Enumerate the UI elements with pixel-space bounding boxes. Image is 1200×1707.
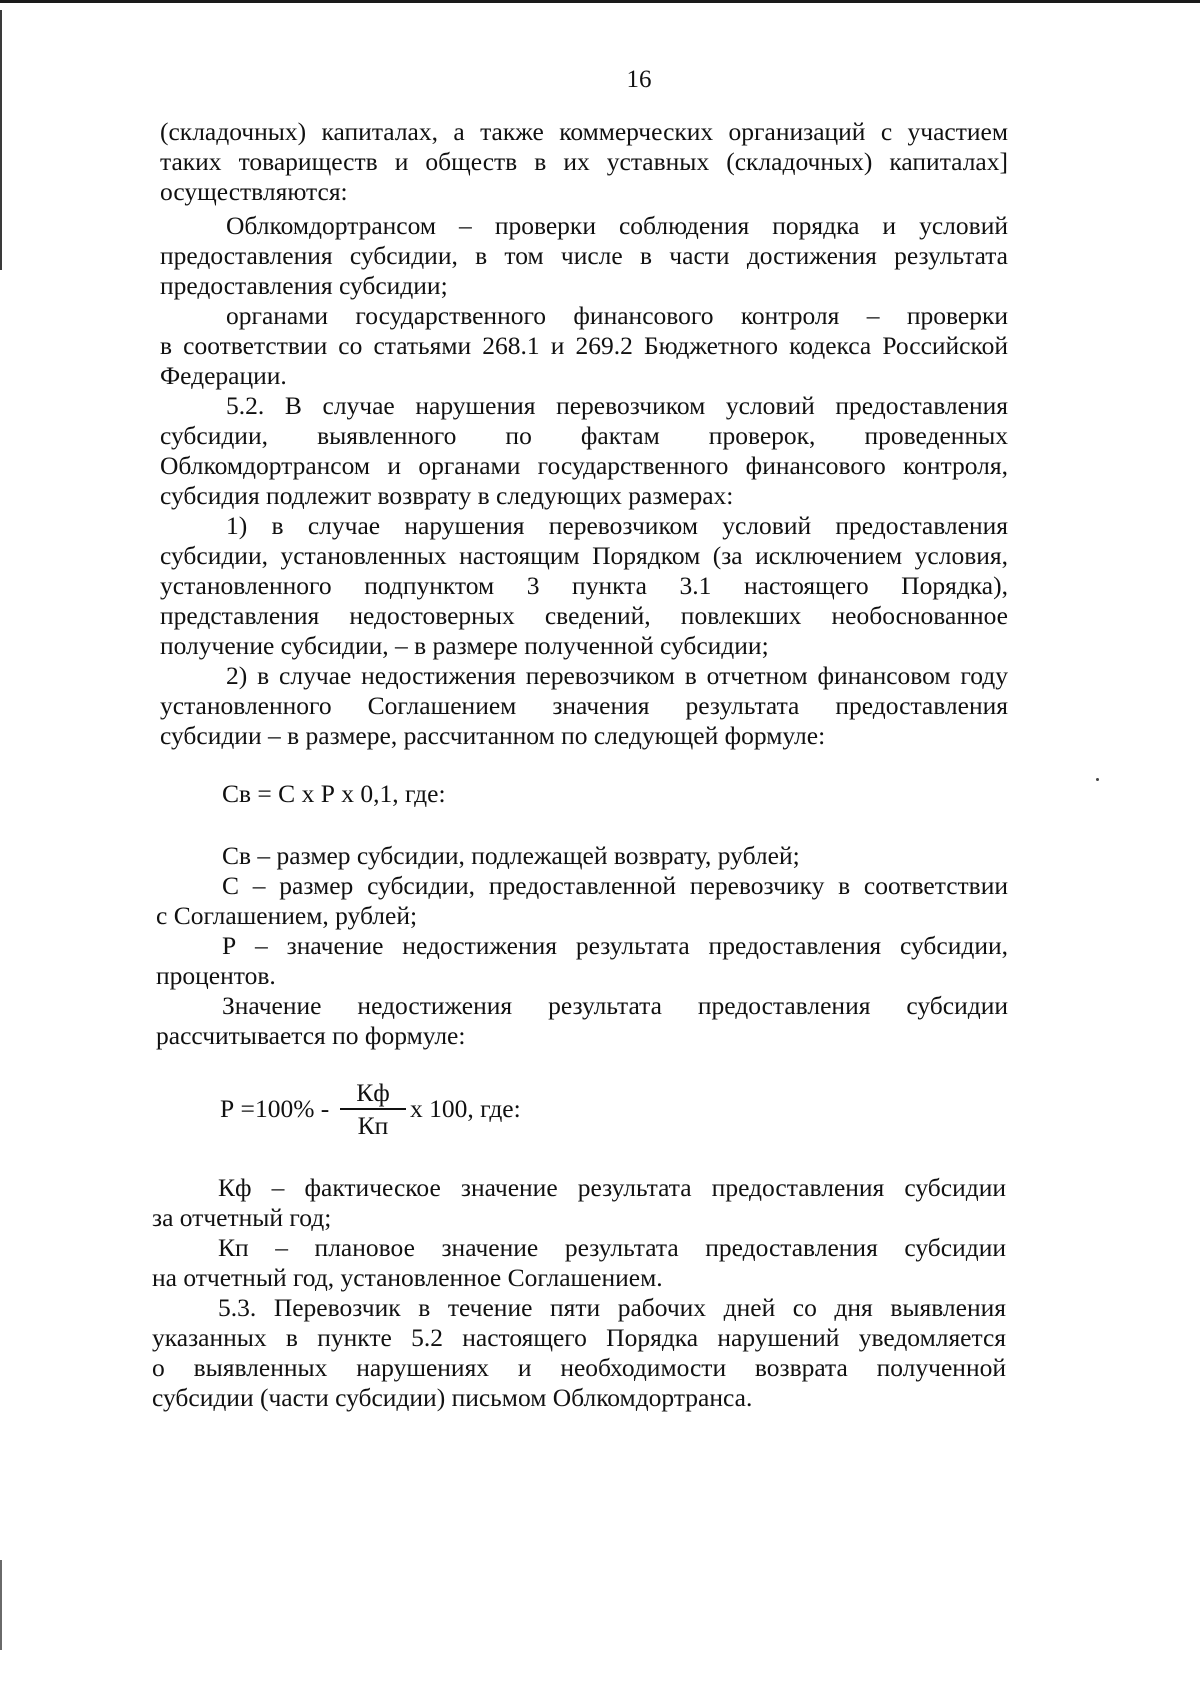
text-line: осуществляются: (160, 177, 348, 206)
text-line: таких товариществ и обществ в их уставных (складочных) капиталах] (160, 147, 1008, 176)
formula-numerator: Кф (356, 1078, 390, 1107)
text-line: субсидии, выявленного по фактам проверок, проведенных (160, 421, 1008, 450)
text-line: с Соглашением, рублей; (156, 901, 418, 930)
text-line: указанных в пункте 5.2 настоящего Порядка нарушений уведомляется (152, 1323, 1006, 1352)
scan-edge-left (0, 10, 2, 270)
text-line: Кф – фактическое значение результата предоставления субсидии (218, 1173, 1006, 1202)
text-line: предоставления субсидии; (160, 271, 448, 300)
fraction-bar (340, 1108, 406, 1110)
text-line: Облкомдортрансом – проверки соблюдения порядка и условий (226, 211, 1008, 240)
text-line: предоставления субсидии, в том числе в части достижения результата (160, 241, 1008, 270)
text-line: С – размер субсидии, предоставленной перевозчику в соответствии (222, 871, 1008, 900)
text-line: установленного подпунктом 3 пункта 3.1 настоящего Порядка), (160, 571, 1008, 600)
page-number: 16 (626, 66, 652, 93)
text-line: Федерации. (160, 361, 287, 390)
text-line: рассчитывается по формуле: (156, 1021, 466, 1050)
text-line: Облкомдортрансом и органами государственного финансового контроля, (160, 451, 1008, 480)
formula-denominator: Кп (357, 1111, 389, 1140)
text-line: Р – значение недостижения результата предоставления субсидии, (222, 931, 1008, 960)
text-line: Св – размер субсидии, подлежащей возврату, рублей; (222, 841, 800, 870)
scan-edge-left-lower (0, 1560, 2, 1650)
scan-edge-top (0, 0, 1200, 3)
formula-subsidy-refund: Св = С х Р х 0,1, где: (222, 779, 446, 808)
text-line: (складочных) капиталах, а также коммерческих организаций с участием (160, 117, 1008, 146)
text-line: 1) в случае нарушения перевозчиком условий предоставления (226, 511, 1008, 540)
formula-prefix: Р =100% - (220, 1094, 330, 1123)
text-line: получение субсидии, – в размере полученной субсидии; (160, 631, 769, 660)
text-line: субсидии (части субсидии) письмом Облкомдортранса. (152, 1383, 753, 1412)
text-line: представления недостоверных сведений, повлекших необоснованное (160, 601, 1008, 630)
text-line: субсидии, установленных настоящим Порядком (за исключением условия, (160, 541, 1008, 570)
scan-speck (1096, 778, 1099, 781)
text-line: на отчетный год, установленное Соглашением. (152, 1263, 663, 1292)
text-line: в соответствии со статьями 268.1 и 269.2 Бюджетного кодекса Российской (160, 331, 1008, 360)
text-line: Кп – плановое значение результата предоставления субсидии (218, 1233, 1006, 1262)
text-line: субсидии – в размере, рассчитанном по следующей формуле: (160, 721, 826, 750)
formula-suffix: х 100, где: (410, 1094, 521, 1123)
text-line: субсидия подлежит возврату в следующих размерах: (160, 481, 734, 510)
text-line: 5.3. Перевозчик в течение пяти рабочих дней со дня выявления (218, 1293, 1006, 1322)
text-line: Значение недостижения результата предоставления субсидии (222, 991, 1008, 1020)
text-line: процентов. (156, 961, 276, 990)
text-line: 2) в случае недостижения перевозчиком в отчетном финансовом году (226, 661, 1008, 690)
text-line: 5.2. В случае нарушения перевозчиком условий предоставления (226, 391, 1008, 420)
text-line: за отчетный год; (152, 1203, 332, 1232)
text-line: установленного Соглашением значения результата предоставления (160, 691, 1008, 720)
text-line: о выявленных нарушениях и необходимости возврата полученной (152, 1353, 1006, 1382)
text-line: органами государственного финансового контроля – проверки (226, 301, 1008, 330)
